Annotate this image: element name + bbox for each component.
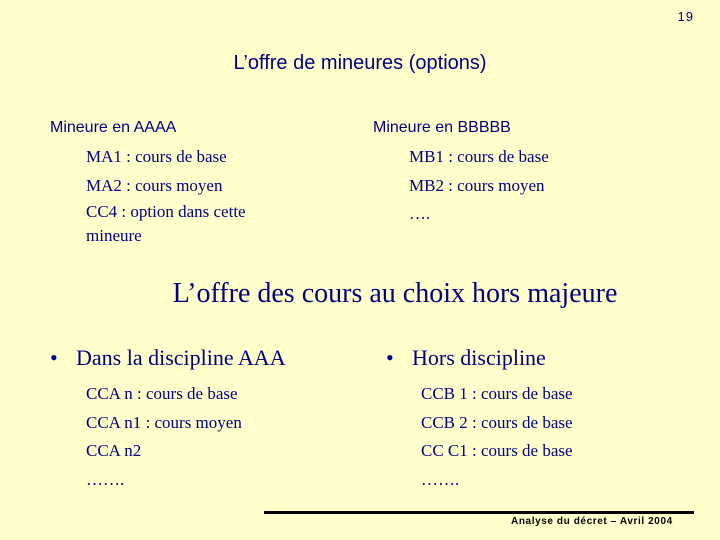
out-discipline-list	[421, 380, 573, 495]
page-number: 19	[677, 9, 694, 24]
bullet-icon: •	[50, 345, 58, 370]
list-item: MA1 : cours de base	[86, 147, 227, 166]
list-item: MB1 : cours de base	[409, 147, 549, 166]
in-discipline-list	[86, 380, 242, 495]
slide-subtitle: L’offre des cours au choix hors majeure	[172, 278, 618, 309]
minor-a-list	[86, 143, 286, 248]
slide-title: L’offre de mineures (options)	[233, 52, 487, 74]
list-item: ….	[409, 204, 431, 223]
out-discipline-heading	[386, 345, 546, 371]
in-discipline-heading	[50, 345, 286, 371]
bullet-icon: •	[386, 345, 394, 370]
list-item: MA2 : cours moyen	[86, 175, 223, 195]
footer-text: Analyse du décret – Avril 2004	[511, 516, 673, 527]
list-item: …….	[86, 470, 125, 490]
list-item: CCB 2 : cours de base	[421, 412, 573, 432]
in-discipline-label: Dans la discipline AAA	[76, 345, 286, 370]
out-discipline-label: Hors discipline	[412, 345, 546, 370]
list-item: CCB 1 : cours de base	[421, 384, 573, 403]
minor-a-heading: Mineure en AAAA	[50, 119, 177, 136]
list-item: CCA n2	[86, 441, 142, 461]
minor-b-list	[409, 143, 549, 229]
list-item: …….	[421, 470, 460, 490]
footer-divider	[264, 511, 694, 514]
list-item: CC4 : option dans cette mineure	[86, 202, 246, 245]
list-item: CCA n1 : cours moyen	[86, 412, 242, 432]
list-item: MB2 : cours moyen	[409, 175, 545, 195]
minor-b-heading: Mineure en BBBBB	[373, 119, 511, 136]
list-item: CC C1 : cours de base	[421, 441, 573, 461]
list-item: CCA n : cours de base	[86, 384, 238, 403]
